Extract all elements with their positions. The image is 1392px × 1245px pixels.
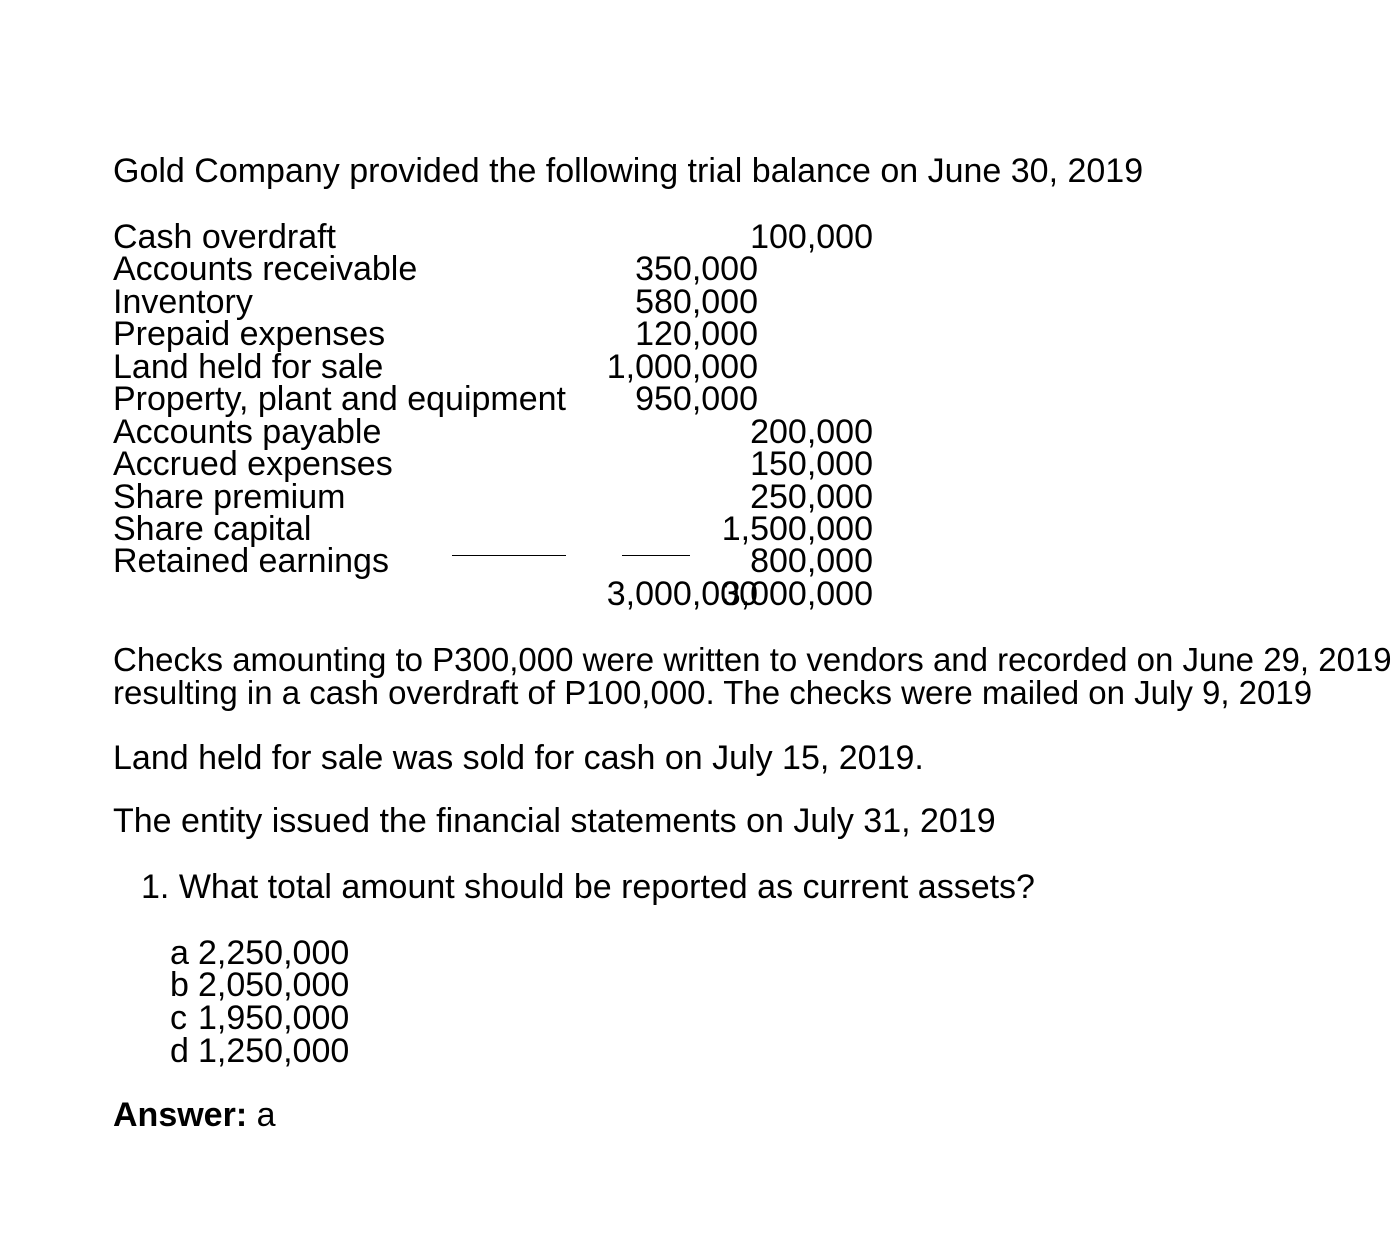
question-number: 1. [141, 868, 170, 906]
tb-row [113, 542, 873, 580]
tb-row [113, 348, 873, 386]
option-letter: b [170, 966, 189, 1004]
option-letter: c [170, 999, 187, 1037]
note-issue-date: The entity issued the financial statements on July 31, 2019 [113, 802, 996, 840]
tb-account: Inventory [113, 283, 253, 321]
tb-debit: 1,000,000 [606, 348, 758, 386]
option-letter: d [170, 1032, 189, 1070]
tb-row [113, 218, 873, 256]
tb-row [113, 413, 873, 451]
tb-debit: 580,000 [635, 283, 758, 321]
tb-credit: 800,000 [750, 542, 873, 580]
note-checks-line2: resulting in a cash overdraft of P100,000. The checks were mailed on July 9, 2019 [113, 674, 1313, 711]
note-land-sale: Land held for sale was sold for cash on July 15, 2019. [113, 739, 924, 777]
tb-account: Prepaid expenses [113, 315, 386, 353]
tb-account: Share premium [113, 478, 346, 516]
tb-row [113, 380, 873, 418]
tb-credit: 1,500,000 [721, 510, 873, 548]
option [170, 968, 349, 1002]
tb-account: Accounts receivable [113, 250, 418, 288]
tb-debit: 950,000 [635, 380, 758, 418]
tb-account: Property, plant and equipment [113, 380, 566, 418]
tb-debit: 120,000 [635, 315, 758, 353]
question [141, 870, 1035, 904]
tb-debit: 350,000 [635, 250, 758, 288]
answer [113, 1098, 276, 1132]
tb-row [113, 250, 873, 288]
option [170, 1001, 349, 1035]
tb-row [113, 283, 873, 321]
note-checks-line1: Checks amounting to P300,000 were written to vendors and recorded on June 29, 2019 [113, 641, 1392, 678]
tb-account: Share capital [113, 510, 312, 548]
credit-total-rule [622, 555, 690, 556]
option-letter: a [170, 934, 189, 972]
tb-row [113, 510, 873, 548]
tb-account: Accounts payable [113, 413, 382, 451]
tb-total-credit: 3,000,000 [721, 575, 873, 613]
tb-row [113, 445, 873, 483]
tb-account: Retained earnings [113, 542, 389, 580]
option [170, 1034, 349, 1068]
tb-total-debit: 3,000,000 [606, 575, 758, 613]
answer-value: a [256, 1096, 276, 1134]
tb-account: Land held for sale [113, 348, 384, 386]
tb-credit: 200,000 [750, 413, 873, 451]
option-value: 2,050,000 [198, 966, 350, 1004]
answer-label: Answer: [113, 1096, 248, 1134]
tb-row [113, 478, 873, 516]
option [170, 936, 349, 970]
tb-account: Accrued expenses [113, 445, 393, 483]
tb-account: Cash overdraft [113, 218, 336, 256]
debit-total-rule [452, 555, 566, 556]
tb-row [113, 315, 873, 353]
option-value: 2,250,000 [198, 934, 350, 972]
tb-credit: 100,000 [750, 218, 873, 256]
option-value: 1,950,000 [198, 999, 350, 1037]
question-text: What total amount should be reported as current assets? [178, 868, 1035, 906]
option-value: 1,250,000 [198, 1032, 350, 1070]
intro-text: Gold Company provided the following trial balance on June 30, 2019 [113, 152, 1144, 190]
tb-credit: 150,000 [750, 445, 873, 483]
tb-credit: 250,000 [750, 478, 873, 516]
tb-total-row [113, 575, 873, 613]
